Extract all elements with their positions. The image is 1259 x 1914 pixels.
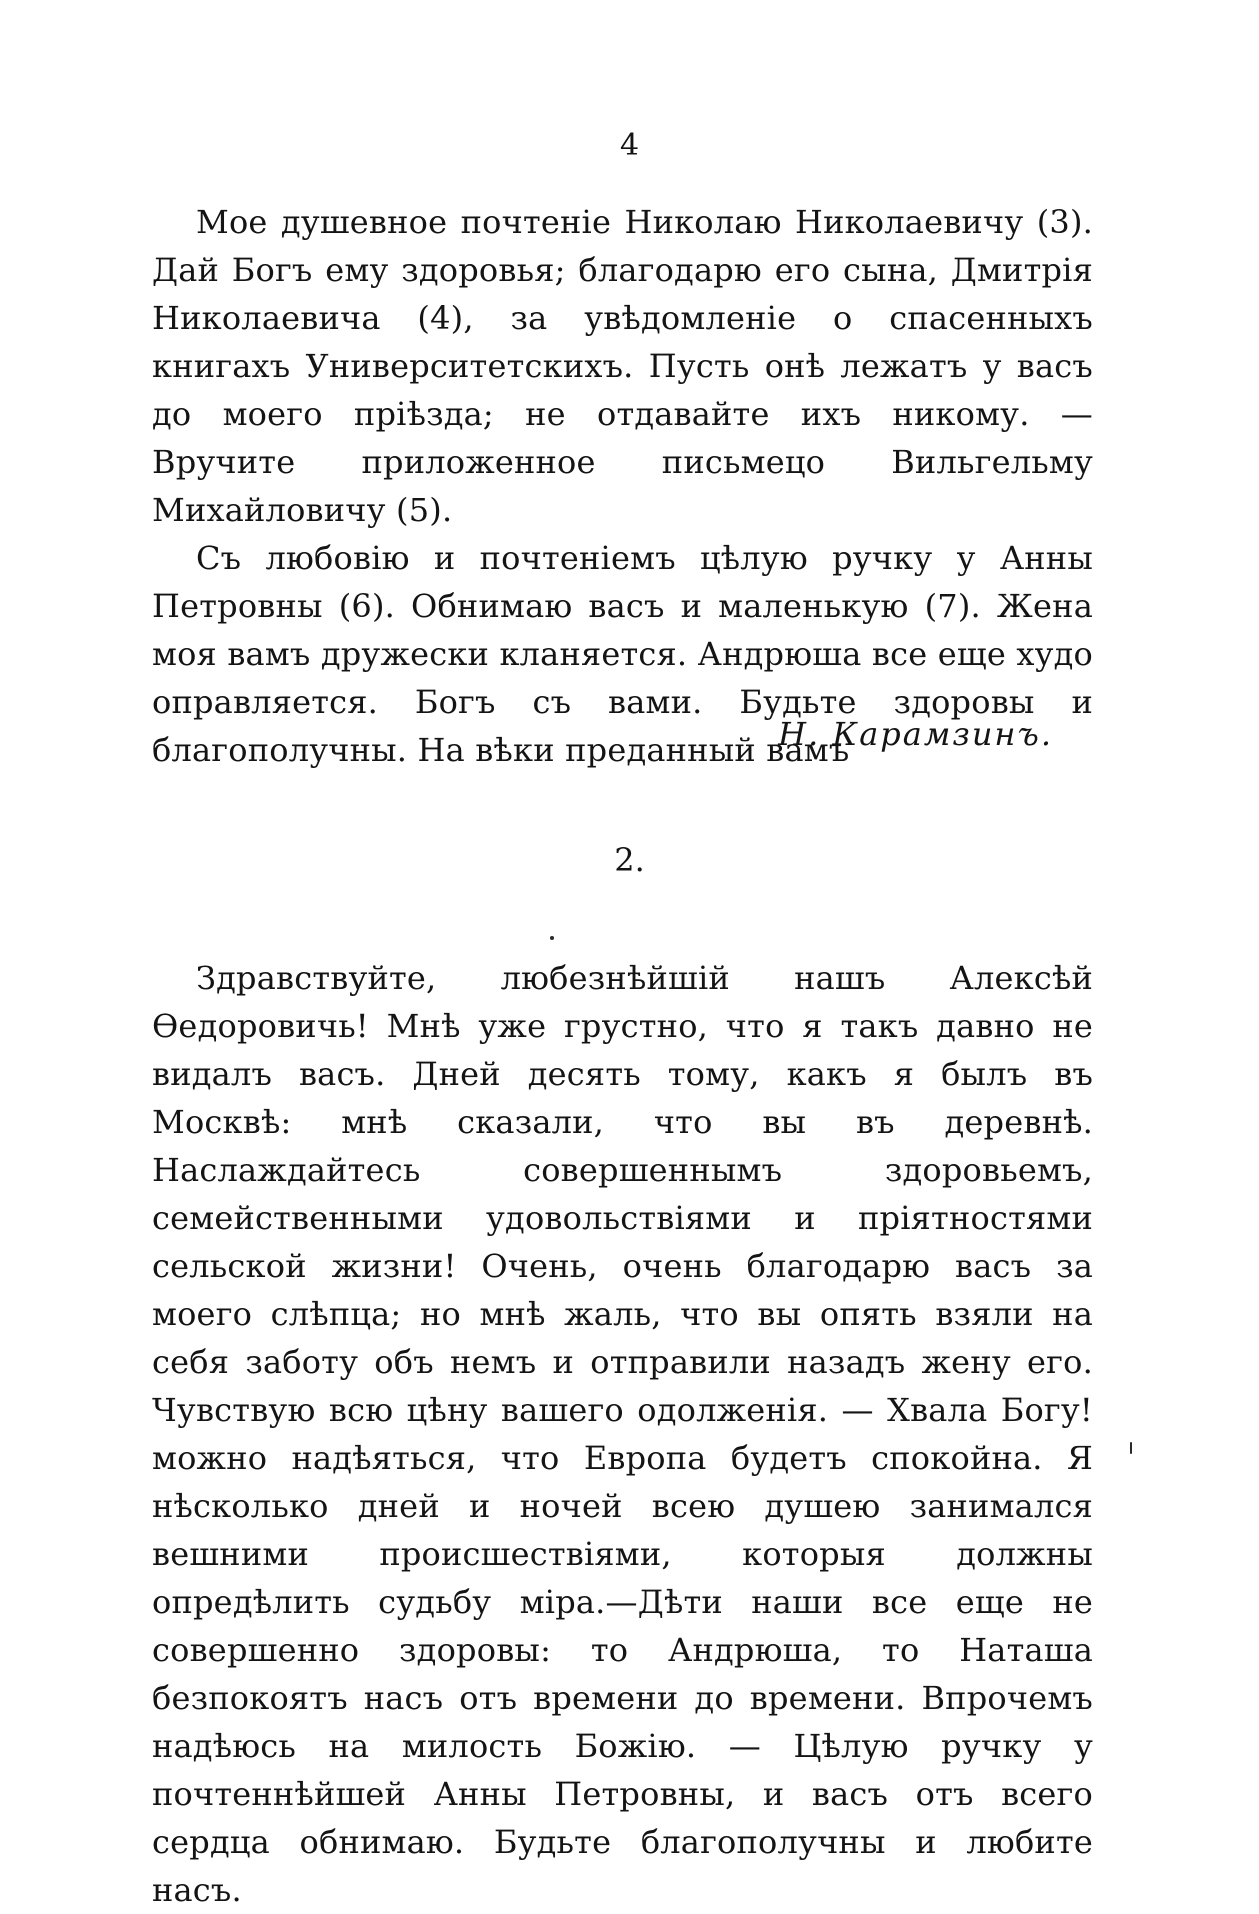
page-number: 4 <box>619 128 640 163</box>
print-speck <box>1130 1442 1132 1454</box>
letter-2-body <box>152 954 1093 1914</box>
letter-1-paragraph: Съ любовію и почтеніемъ цѣлую ручку у Анны Петровны (6). Обнимаю васъ и маленькую (7). Жена моя вамъ дружески кланяется. Андрюша все еще худо оправляется. Богъ съ вами. Будьте здоровы и благополучны. На вѣки преданный вамъ <box>152 539 1093 769</box>
signature: Н. Карамзинъ. <box>778 715 1053 753</box>
letter-2-paragraph: Здравствуйте, любезнѣйшій нашъ Алексѣй Ѳедоровичь! Мнѣ уже грустно, что я такъ давно не видалъ васъ. Дней десять тому, какъ я былъ въ Москвѣ: мнѣ сказали, что вы въ деревнѣ. Наслаждайтесь совершеннымъ здоровьемъ, семейственными удовольствіями и пріятностями сельской жизни! Очень, очень благодарю васъ за моего слѣпца; но мнѣ жаль, что вы опять взяли на себя заботу объ немъ и отправили назадъ жену его. Чувствую всю цѣну вашего одолженія. — Хвала Богу! можно надѣяться, что Европа будетъ спокойна. Я нѣсколько дней и ночей всею душею занимался вешними происшествіями, которыя должны опредѣлить судьбу міра.—Дѣти наши все еще не совершенно здоровы: то Андрюша, то Наташа безпокоятъ насъ отъ времени до времени. Впрочемъ надѣюсь на милость Божію. — Цѣлую ручку у почтеннѣйшей Анны Петровны, и васъ отъ всего сердца обнимаю. Будьте благополучны и любите насъ. <box>152 959 1093 1909</box>
print-speck <box>550 936 554 940</box>
letter-number: 2. <box>614 841 645 879</box>
letter-1-body <box>152 198 1093 774</box>
letter-1-paragraph: Мое душевное почтеніе Николаю Николаевичу (3). Дай Богъ ему здоровья; благодарю его сына, Дмитрія Николаевича (4), за увѣдомленіе о спасенныхъ книгахъ Университетскихъ. Пусть онѣ лежатъ у васъ до моего пріѣзда; не отдавайте ихъ никому. — Вручите приложенное письмецо Вильгельму Михайловичу (5). <box>152 203 1093 529</box>
